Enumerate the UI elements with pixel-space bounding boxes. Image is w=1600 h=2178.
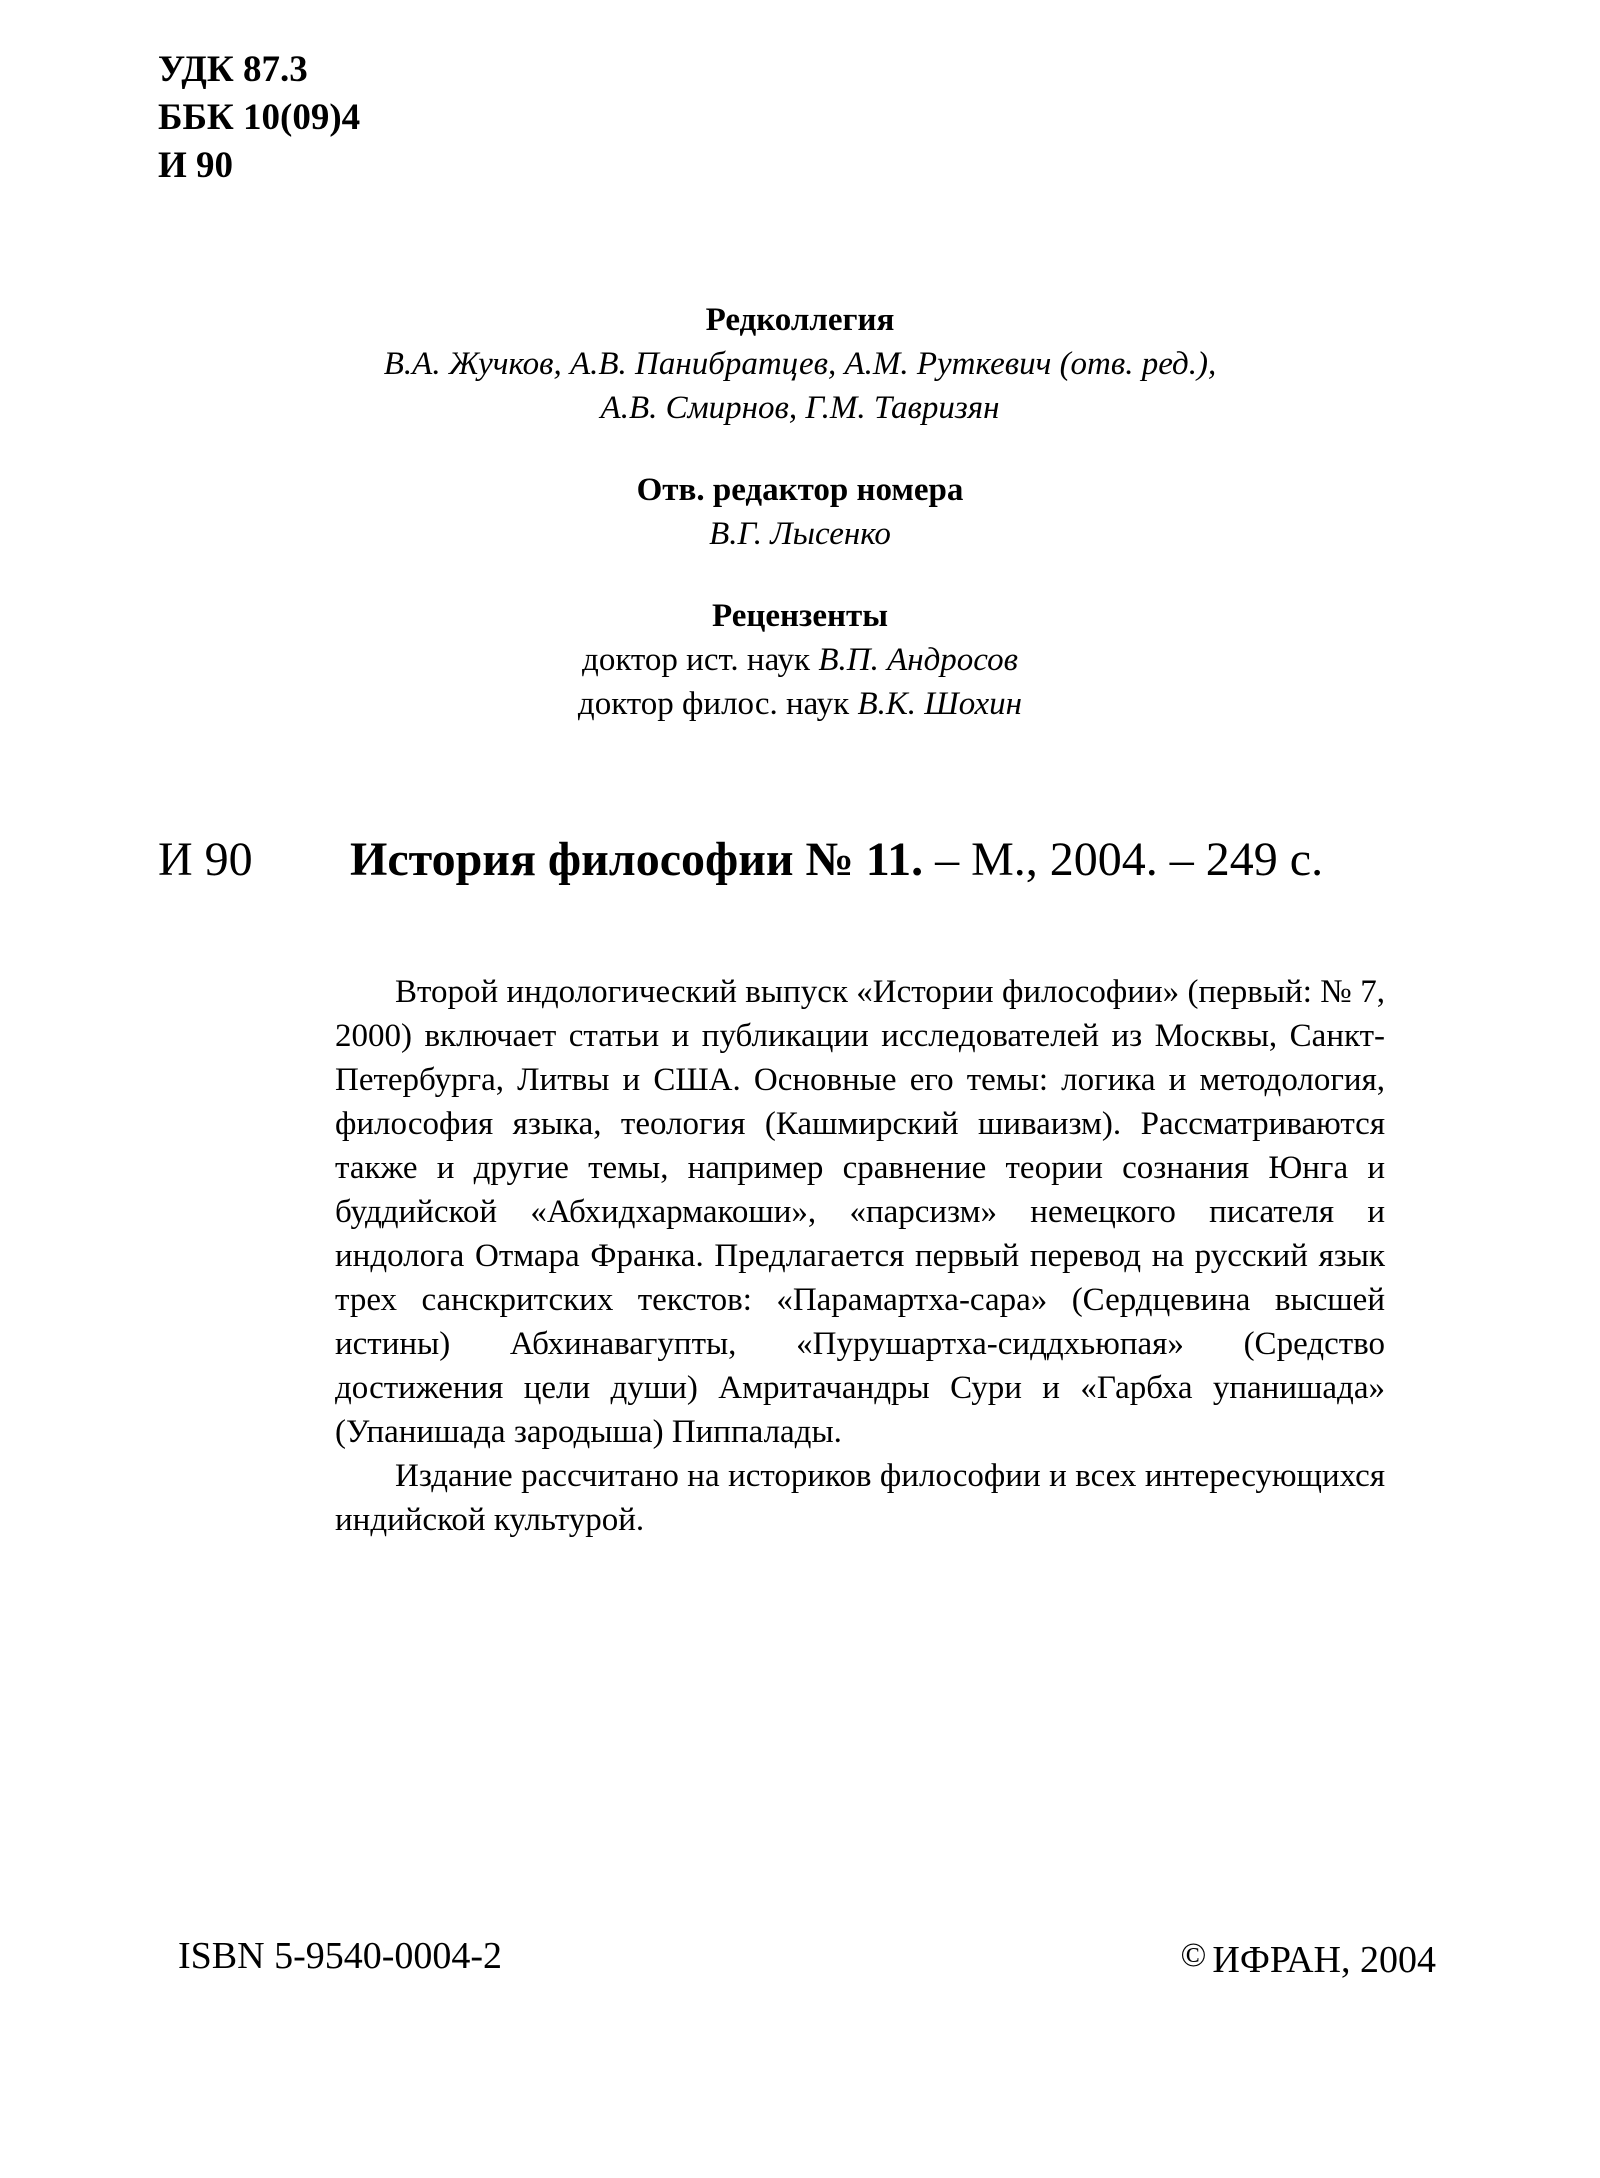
- reviewer-degree: доктор ист. наук: [582, 642, 811, 678]
- reviewer-name: В.П. Андросов: [818, 642, 1018, 678]
- publication-title: История философии № 11.: [350, 833, 924, 886]
- annotation-paragraph: Издание рассчитано на историков философии и всех интересующихся индийской культурой.: [335, 1458, 1385, 1538]
- copyright: [1181, 1932, 1436, 1984]
- bbk-code: ББК 10(09)4: [158, 97, 361, 138]
- isbn: ISBN 5-9540-0004-2: [178, 1935, 503, 1977]
- footer: [178, 1932, 1436, 1984]
- copyright-holder: ИФРАН, 2004: [1212, 1939, 1436, 1981]
- annotation-paragraph: Второй индологический выпуск «Истории философии» (первый: № 7, 2000) включает статьи и публикации исследователей из Москвы, Санкт-Петербурга, Литвы и США. Основные его темы: логика и методология, философия языка, теология (Кашмирский шиваизм). Рассматриваются также и другие темы, например сравнение теории сознания Юнга и буддийской «Абхидхармакоши», «парсизм» немецкого писателя и индолога Отмара Франка. Предлагается первый перевод на русский язык трех санскритских текстов: «Парамартха-сара» (Сердцевина высшей истины) Абхинавагупты, «Пурушартха-сиддхьюпая» (Средство достижения цели души) Амритачандры Сури и «Гарбха упанишада» (Упанишада зародыша) Пиппалады.: [335, 974, 1385, 1450]
- reviewer-line: [0, 682, 1600, 726]
- editorial-board-heading: Редколлегия: [705, 302, 895, 338]
- udk-code: УДК 87.3: [158, 49, 308, 90]
- author-code: И 90: [158, 145, 234, 186]
- annotation: [335, 970, 1385, 1542]
- issue-editor-name: В.Г. Лысенко: [709, 516, 891, 552]
- publication-details: – М., 2004. – 249 с.: [935, 833, 1324, 886]
- classification-codes: [158, 46, 360, 190]
- bibliographic-entry: [158, 830, 1323, 890]
- issue-editor-heading: Отв. редактор номера: [636, 472, 964, 508]
- reviewer-name: В.К. Шохин: [857, 686, 1023, 722]
- editorial-board-line-2: А.В. Смирнов, Г.М. Тавризян: [600, 390, 1000, 426]
- bibliographic-code: И 90: [158, 833, 253, 886]
- reviewers-heading: Рецензенты: [712, 598, 888, 634]
- copyright-icon: ©: [1180, 1937, 1207, 1974]
- reviewer-degree: доктор филос. наук: [577, 686, 850, 722]
- reviewer-line: [0, 638, 1600, 682]
- credits-section: [0, 298, 1600, 726]
- editorial-board-line-1: В.А. Жучков, А.В. Панибратцев, А.М. Руткевич (отв. ред.),: [383, 346, 1217, 382]
